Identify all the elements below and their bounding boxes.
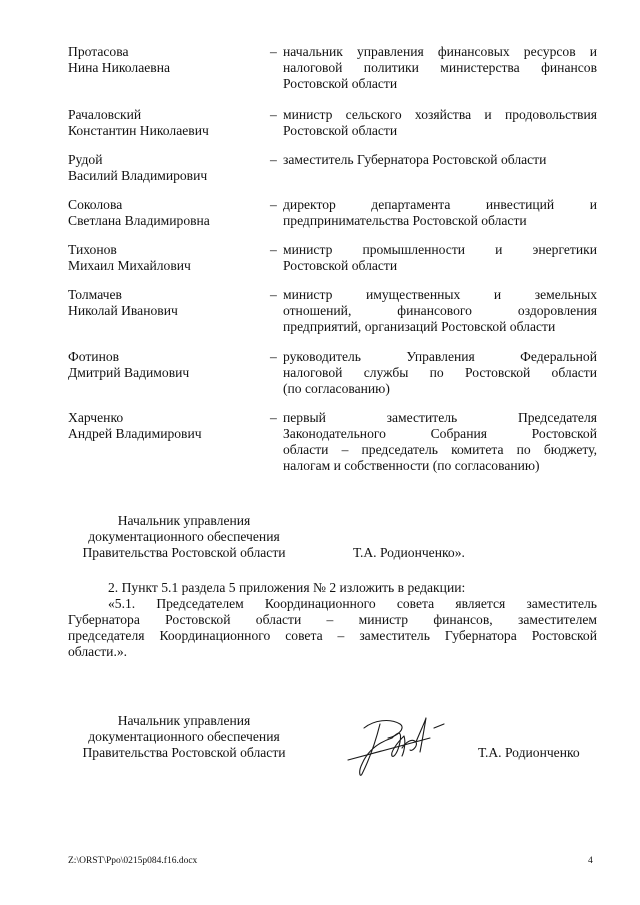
position-line: Законодательного Собрания Ростовской — [283, 426, 597, 441]
signature-block-title — [68, 713, 300, 761]
member-given-names: Нина Николаевна — [68, 60, 170, 75]
position-line: министр имущественных и земельных — [283, 287, 597, 302]
member-dash: – — [270, 410, 277, 425]
member-given-names: Андрей Владимирович — [68, 426, 202, 441]
member-name — [68, 152, 253, 184]
member-name — [68, 107, 253, 139]
signature-title-line: Начальник управления — [117, 513, 251, 528]
member-dash: – — [270, 107, 277, 122]
position-line: заместитель Губернатора Ростовской области — [283, 152, 547, 167]
position-line: налоговой политики министерства финансов — [283, 60, 597, 75]
position-line: Ростовской области — [283, 258, 398, 273]
member-position — [283, 152, 597, 168]
position-line: первый заместитель Председателя — [283, 410, 597, 425]
position-line: отношений, финансового оздоровления — [283, 303, 597, 318]
member-dash: – — [270, 287, 277, 302]
member-dash: – — [270, 44, 277, 59]
position-line: (по согласованию) — [283, 381, 390, 396]
member-position — [283, 197, 597, 229]
member-given-names: Светлана Владимировна — [68, 213, 210, 228]
position-line: министр промышленности и энергетики — [283, 242, 597, 257]
position-line: налоговой службы по Ростовской области — [283, 365, 597, 380]
member-name — [68, 287, 253, 319]
amendment-line: «5.1. Председателем Координационного совета является заместитель — [108, 596, 597, 611]
member-name — [68, 410, 253, 442]
member-given-names: Михаил Михайлович — [68, 258, 191, 273]
member-dash: – — [270, 152, 277, 167]
position-line: министр сельского хозяйства и продовольствия — [283, 107, 597, 122]
position-line: начальник управления финансовых ресурсов и — [283, 44, 597, 59]
member-given-names: Константин Николаевич — [68, 123, 209, 138]
signature-block-title — [68, 513, 300, 561]
amendment-line: области.». — [68, 644, 128, 659]
amendment-intro: 2. Пункт 5.1 раздела 5 приложения № 2 изложить в редакции: — [108, 580, 466, 595]
footer-file-path: Z:\ORST\Ppo\0215p084.f16.docx — [68, 856, 198, 866]
member-given-names: Василий Владимирович — [68, 168, 208, 183]
position-line: области – председатель комитета по бюджету, — [283, 442, 597, 457]
member-dash: – — [270, 349, 277, 364]
member-given-names: Николай Иванович — [68, 303, 178, 318]
signer-name: Т.А. Родионченко». — [353, 545, 465, 560]
signature-title-line: Правительства Ростовской области — [82, 745, 286, 760]
member-surname: Соколова — [68, 197, 123, 212]
amendment-text — [68, 596, 597, 660]
member-surname: Рудой — [68, 152, 103, 167]
handwritten-signature — [340, 702, 450, 782]
signer-name: Т.А. Родионченко — [478, 745, 580, 760]
member-position — [283, 410, 597, 474]
signature-title-line: документационного обеспечения — [88, 729, 280, 744]
member-surname: Толмачев — [68, 287, 122, 302]
position-line: руководитель Управления Федеральной — [283, 349, 597, 364]
amendment-line: Губернатора Ростовской области – министр финансов, заместителем — [68, 612, 597, 627]
position-line: предприятий, организаций Ростовской области — [283, 319, 556, 334]
signature-title-line: Правительства Ростовской области — [82, 545, 286, 560]
member-surname: Тихонов — [68, 242, 117, 257]
member-name — [68, 242, 253, 274]
position-line: предпринимательства Ростовской области — [283, 213, 527, 228]
member-name — [68, 197, 253, 229]
position-line: налогам и собственности (по согласованию) — [283, 458, 540, 473]
signature-title-line: документационного обеспечения — [88, 529, 280, 544]
position-line: Ростовской области — [283, 123, 398, 138]
signature-title-line: Начальник управления — [117, 713, 251, 728]
member-surname: Рачаловский — [68, 107, 142, 122]
member-given-names: Дмитрий Вадимович — [68, 365, 190, 380]
member-dash: – — [270, 242, 277, 257]
position-line: директор департамента инвестиций и — [283, 197, 597, 212]
member-position — [283, 107, 597, 139]
member-name — [68, 44, 253, 76]
page-number: 4 — [588, 856, 593, 866]
position-line: Ростовской области — [283, 76, 398, 91]
member-surname: Харченко — [68, 410, 124, 425]
member-position — [283, 44, 597, 92]
member-position — [283, 287, 597, 335]
member-surname: Фотинов — [68, 349, 120, 364]
member-position — [283, 349, 597, 397]
member-position — [283, 242, 597, 274]
member-name — [68, 349, 253, 381]
member-surname: Протасова — [68, 44, 129, 59]
member-dash: – — [270, 197, 277, 212]
amendment-line: председателя Координационного совета – заместитель Губернатора Ростовской — [68, 628, 597, 643]
